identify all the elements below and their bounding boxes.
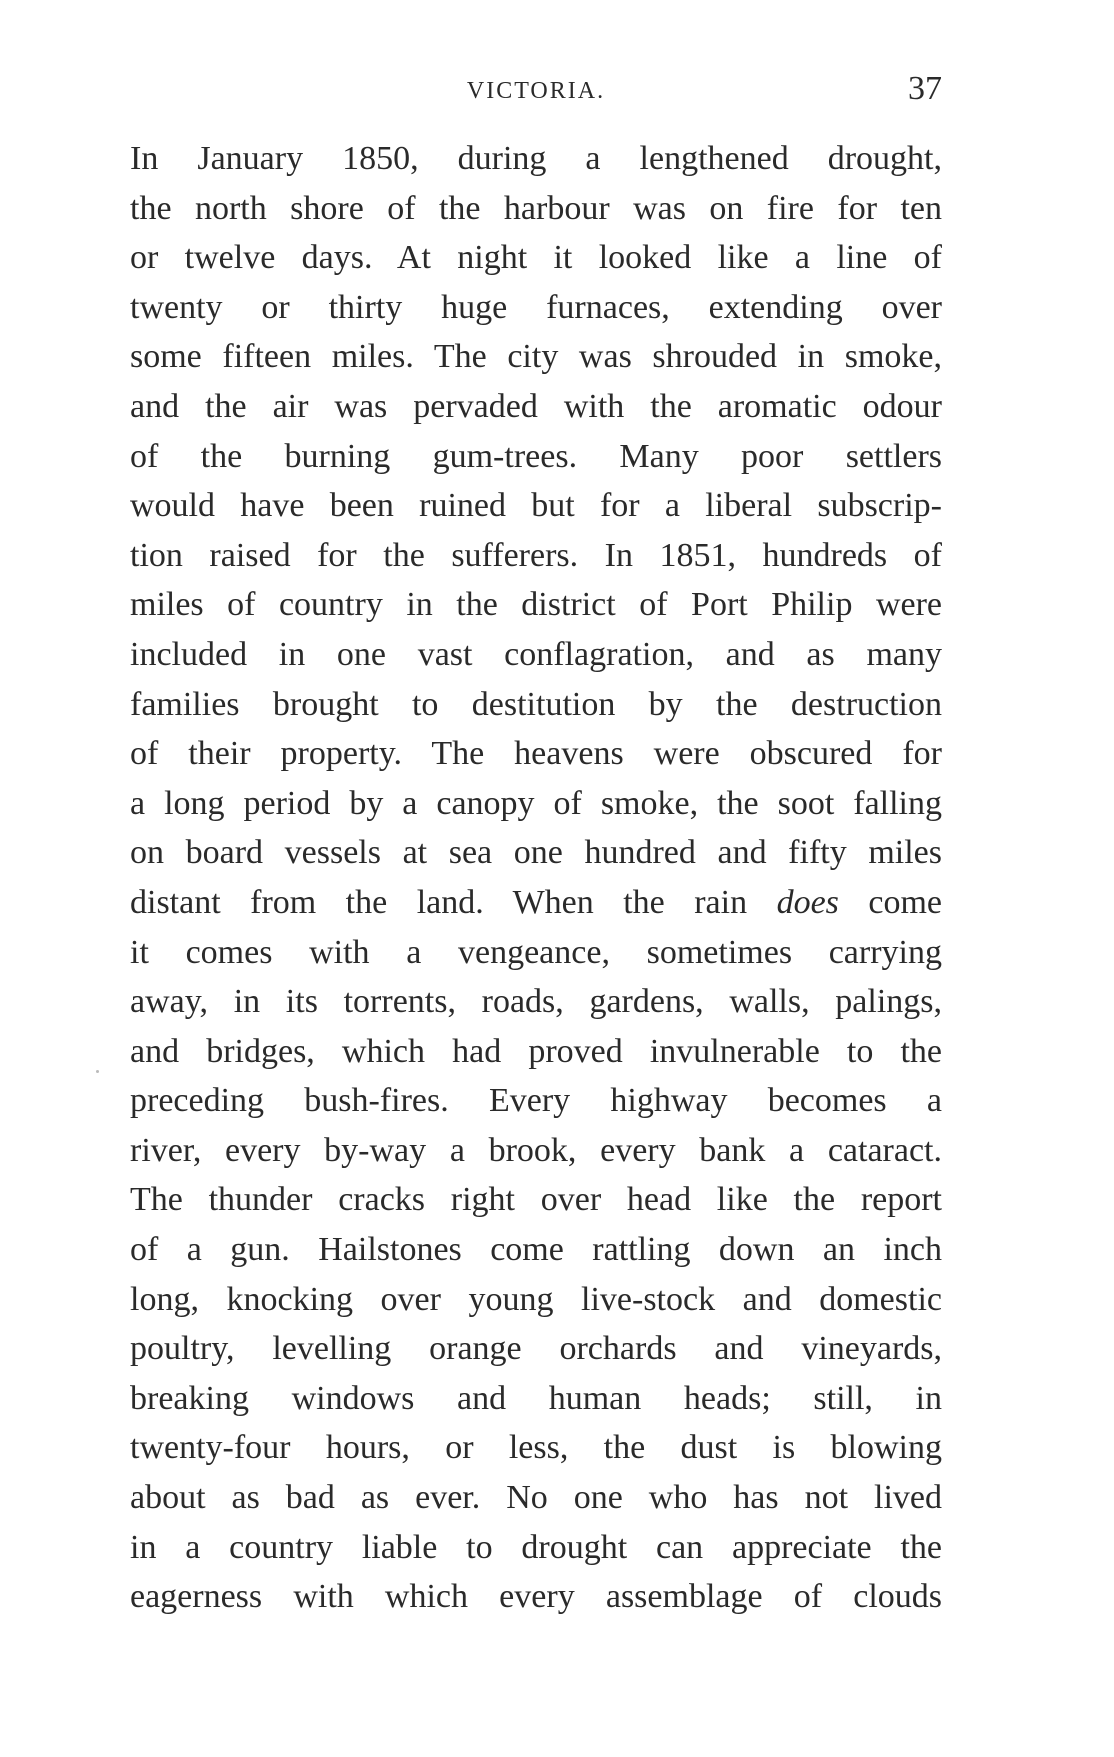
text-line: and the air was pervaded with the aromatic odour <box>130 387 942 425</box>
text-line: of the burning gum-trees. Many poor settlers <box>130 437 942 475</box>
emphasis-word: does <box>776 883 839 921</box>
text-line: some fifteen miles. The city was shrouded in smoke, <box>130 338 942 376</box>
text-line: breaking windows and human heads; still, in <box>130 1379 942 1417</box>
text-line: poultry, levelling orange orchards and vineyards, <box>130 1330 942 1368</box>
text-line: a long period by a canopy of smoke, the soot falling <box>130 784 942 822</box>
text-line: twenty-four hours, or less, the dust is blowing <box>130 1429 942 1467</box>
text-line: of a gun. Hailstones come rattling down an inch <box>130 1231 942 1269</box>
text-line: in a country liable to drought can appreciate the <box>130 1528 942 1566</box>
text-line: The thunder cracks right over head like the report <box>130 1181 942 1219</box>
text-line: and bridges, which had proved invulnerable to the <box>130 1032 942 1070</box>
text-line: about as bad as ever. No one who has not lived <box>130 1479 942 1517</box>
text-line: the north shore of the harbour was on fire for ten <box>130 189 942 227</box>
text-line-part: distant from the land. When the rain does come <box>130 883 942 921</box>
text-line: included in one vast conflagration, and as many <box>130 635 942 673</box>
text-line: preceding bush-fires. Every highway becomes a <box>130 1082 942 1120</box>
text-line: twenty or thirty huge furnaces, extending over <box>130 288 942 326</box>
text-line: In January 1850, during a lengthened drought, <box>130 140 942 177</box>
text-line <box>130 878 942 928</box>
text-line: families brought to destitution by the destruction <box>130 685 942 723</box>
text-line: river, every by-way a brook, every bank a cataract. <box>130 1131 942 1169</box>
text-line: on board vessels at sea one hundred and fifty miles <box>130 834 942 872</box>
running-head <box>130 70 942 110</box>
text-line: tion raised for the sufferers. In 1851, hundreds of <box>130 536 942 574</box>
text-line: of their property. The heavens were obscured for <box>130 735 942 773</box>
text-line: miles of country in the district of Port Philip were <box>130 586 942 624</box>
text-line: away, in its torrents, roads, gardens, walls, palings, <box>130 983 942 1021</box>
running-title: VICTORIA. <box>466 78 606 104</box>
body-text <box>130 134 942 1622</box>
text-line: eagerness with which every assemblage of clouds <box>130 1578 942 1616</box>
page-number: 37 <box>908 70 942 107</box>
text-line: it comes with a vengeance, sometimes carrying <box>130 933 942 971</box>
text-line: or twelve days. At night it looked like a line of <box>130 239 942 277</box>
text-line: long, knocking over young live-stock and domestic <box>130 1280 942 1318</box>
text-line: would have been ruined but for a liberal subscrip- <box>130 487 942 525</box>
margin-speck <box>96 1070 99 1073</box>
